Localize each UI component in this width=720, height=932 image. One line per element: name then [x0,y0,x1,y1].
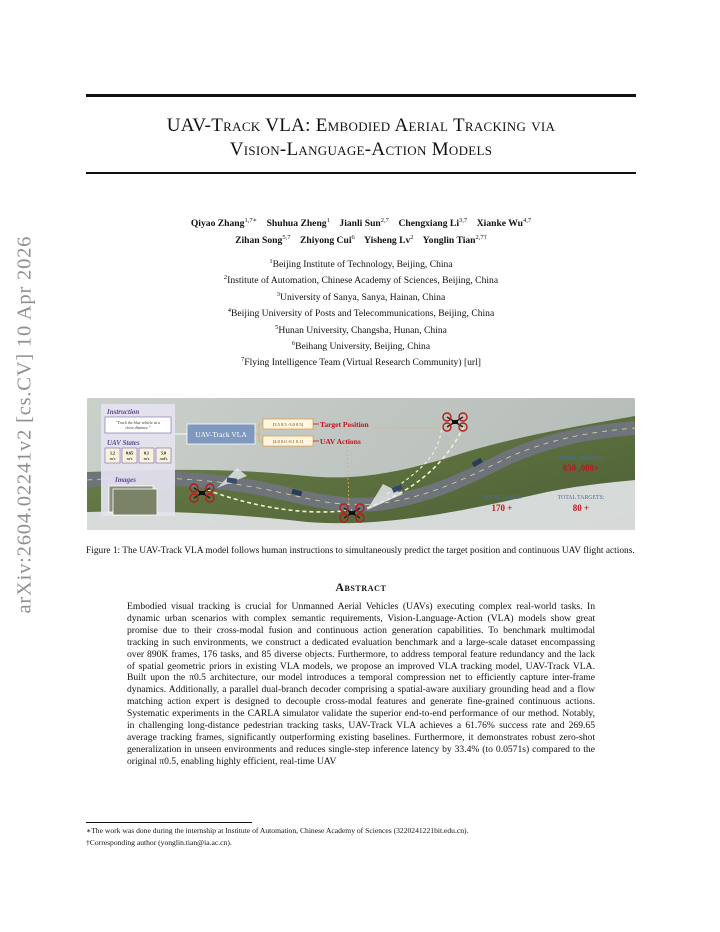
affiliation: $^6$Beihang University, Beijing, China [291,339,431,353]
action-label: UAV Actions [320,437,361,446]
affiliation: $^4$Beijing University of Posts and Telecommunications, Beijing, China [227,307,495,320]
title-bottom-rule [86,172,636,174]
state-value: 5.0 [161,450,166,456]
author: Zhiyong Cui$^6$ [300,234,355,247]
affiliation: $^7$Flying Intelligence Team (Virtual Research Community) [url] [240,356,481,369]
affiliation-list [86,255,636,370]
figure-1 [87,398,635,530]
author-line-1 [86,214,636,231]
state-unit: m/s [126,456,133,461]
images-label: Images [115,476,136,484]
abstract-body [127,601,595,768]
state-value: 0.1 [144,450,149,456]
frames-value: 850 ,000+ [562,463,600,473]
model-label: UAV-Track VLA [195,430,247,439]
footnote-rule [86,822,252,823]
affiliation: $^2$Institute of Automation, Chinese Academy of Sciences, Beijing, China [223,274,499,287]
state-value: 0.65 [126,450,133,456]
affiliation: $^3$University of Sanya, Sanya, Hainan, China [276,290,446,303]
state-value: 1.2 [110,450,115,456]
tasks-label: TOTAL TASKS: [482,495,522,501]
target-vector: [3.5 0.5 -3.0 0.5] [272,422,304,427]
author: Yonglin Tian$^{2,7\dagger}$ [422,234,487,247]
image-stack [113,489,157,515]
author: Zihan Song$^{5,7}$ [235,234,291,247]
instruction-text: "Track the blue vehicle at a [116,420,160,425]
footnote-corresponding: †Corresponding author (yonglin.tian@ia.ac.cn). [86,838,232,847]
instruction-text-cont: close distance." [125,425,151,430]
title-top-rule [86,94,636,97]
author-line-2 [86,231,636,248]
author: Jianli Sun$^{2,7}$ [339,217,389,230]
arxiv-side-stamp: arXiv:2604.02241v2 [cs.CV] 10 Apr 2026 [13,235,36,614]
author: Yisheng Lv$^2$ [364,234,414,247]
frames-label: TOTAL FRAMES: [558,456,604,462]
targets-value: 80 + [572,503,590,513]
figure-caption: Figure 1: The UAV-Track VLA model follows human instructions to simultaneously predict the target position and continuous UAV flight actions. [86,546,635,556]
target-label: Target Position [320,420,369,429]
state-unit: m/s [109,456,116,461]
affiliation: $^5$Hunan University, Changsha, Hunan, China [275,323,447,336]
tasks-value: 170 + [491,503,513,513]
author: Shuhua Zheng$^1$ [266,217,330,230]
figure-1-illustration [87,398,635,530]
paper-title [86,114,636,162]
action-vector: [4.0 0.0 -0.1 0.1] [272,439,304,444]
author: Xianke Wu$^{4,7}$ [476,217,532,230]
author: Qiyao Zhang$^{1,7∗}$ [190,217,257,230]
title-line-2: Vision-Language-Action Models [229,139,493,160]
targets-label: TOTAL TARGETS: [557,495,605,501]
abstract-heading: Abstract [335,582,387,594]
state-unit: rad/s [159,456,168,461]
state-unit: m/s [143,456,150,461]
author: Chengxiang Li$^{3,7}$ [398,217,468,230]
affiliation: $^1$Beijing Institute of Technology, Beijing, China [269,258,453,271]
uav-states-label: UAV States [107,439,140,447]
instruction-label: Instruction [107,408,140,416]
title-line-1: UAV-Track VLA: Embodied Aerial Tracking via [166,115,556,136]
footnote-internship: ∗The work was done during the internship at Institute of Automation, Chinese Academy of Sciences (3220241221bit.edu.cn). [86,826,469,835]
abstract-text: Embodied visual tracking is crucial for Unmanned Aerial Vehicles (UAVs) executing complex real-world tasks. In dynamic urban scenarios with complex semantic requirements, Vision-Language-Action (VLA) models show great promise due to their cross-modal fusion and continuous action generation capabilities. To benchmark multimodal tracking in such environments, we construct a dedicated evaluation benchmark and a large-scale dataset encompassing over 890K frames, 176 tasks, and 85 diverse objects. Furthermore, to address temporal feature redundancy and the lack of spatial geometric priors in existing VLA models, we propose an improved VLA tracking model, UAV-Track VLA. Built upon the π0.5 architecture, our model introduces a temporal compression net to efficiently capture inter-frame dynamics. Additionally, a parallel dual-branch decoder comprising a spatial-aware auxiliary grounding head and a flow matching action expert is designed to decouple cross-modal features and generate fine-grained continuous actions. Systematic experiments in the CARLA simulator validate the superior end-to-end performance of our method. Notably, in challenging long-distance pedestrian tracking tasks, UAV-Track VLA achieves a 61.76% success rate and 269.65 average tracking frames, significantly outperforming existing baselines. Furthermore, it demonstrates robust zero-shot generalization in unseen environments and reduces single-step inference latency by 33.4% (to 0.0571s) compared to the original π0.5, enabling highly efficient, real-time UAV [127,601,595,767]
author-list [86,214,636,248]
